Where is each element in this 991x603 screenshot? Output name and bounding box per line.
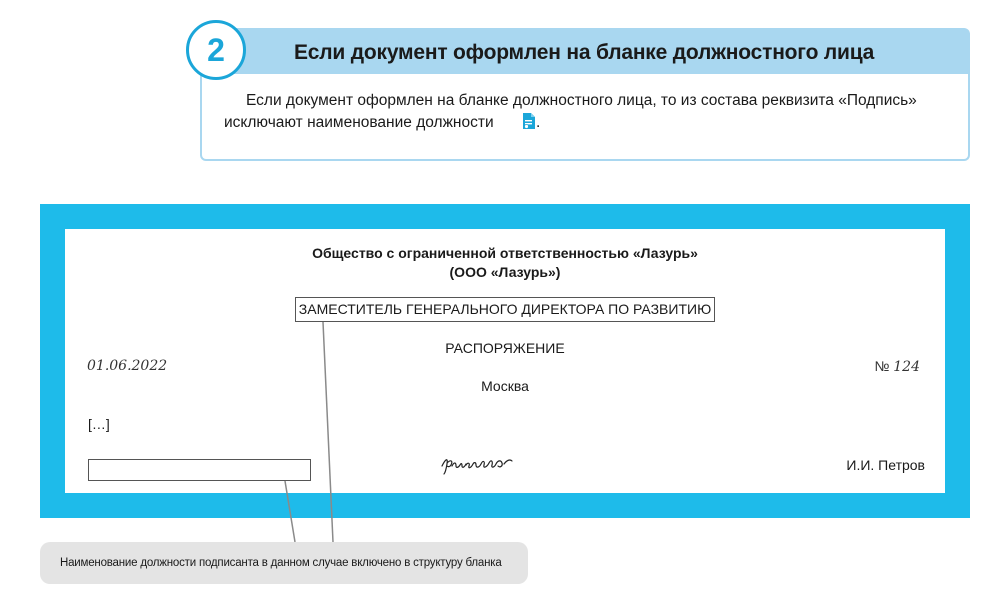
document-icon[interactable] [500,112,536,137]
step-number: 2 [207,32,225,68]
document-text-placeholder: […] [88,416,110,432]
number-sign: № [874,358,890,374]
organization-short-name: (ООО «Лазурь») [449,264,561,280]
callout-text: Наименование должности подписанта в данном случае включено в структуру бланка [60,557,502,569]
section-title: Если документ оформлен на бланке должностного лица [294,41,875,64]
document-date: 01.06.2022 [87,358,168,374]
document-type: РАСПОРЯЖЕНИЕ [445,340,565,356]
organization-name: Общество с ограниченной ответственностью «Лазурь» [312,245,698,261]
document-number [820,357,920,376]
section-body-sentence: Если документ оформлен на бланке должностного лица, то из состава реквизита «Подпись» исключают наименование должности [224,92,917,131]
signer-name: И.И. Петров [846,457,925,473]
section-body-end: . [535,114,541,131]
step-badge [186,20,246,80]
official-position-box: ЗАМЕСТИТЕЛЬ ГЕНЕРАЛЬНОГО ДИРЕКТОРА ПО РАЗВИТИЮ [295,297,715,322]
handwritten-signature [438,452,514,478]
document-city: Москва [481,378,529,394]
empty-position-field [88,459,311,481]
section-body-text [224,90,954,137]
number-value: 124 [893,359,920,375]
